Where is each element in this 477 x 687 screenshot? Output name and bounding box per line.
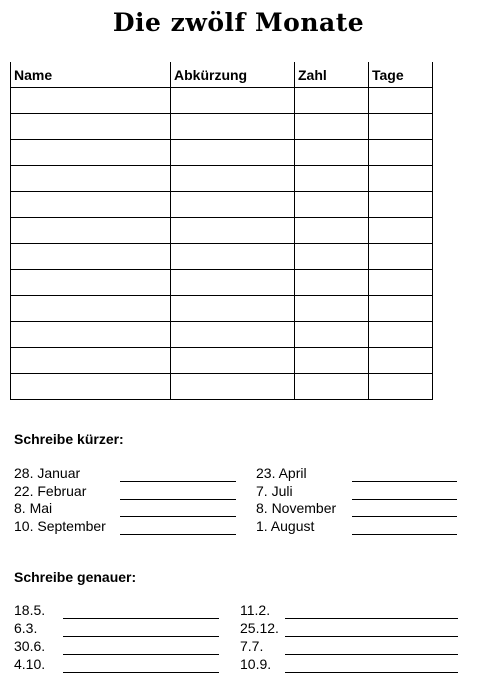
- table-cell[interactable]: [171, 348, 295, 374]
- exercise-prompt: 28. Januar: [14, 465, 81, 481]
- exercise-prompt: 6.3.: [14, 620, 38, 636]
- exercise-prompt: 30.6.: [14, 638, 46, 654]
- table-cell[interactable]: [369, 140, 433, 166]
- table-cell[interactable]: [369, 114, 433, 140]
- table-row: [11, 140, 433, 166]
- exercise-prompt: 8. November: [256, 500, 337, 516]
- answer-line[interactable]: [285, 654, 458, 655]
- exercise-prompt: 8. Mai: [14, 500, 53, 516]
- worksheet-title: Die zwölf Monate: [112, 8, 365, 37]
- table-cell[interactable]: [295, 218, 369, 244]
- table-row: [11, 374, 433, 400]
- table-cell[interactable]: [11, 322, 171, 348]
- table-cell[interactable]: [369, 322, 433, 348]
- table-cell[interactable]: [295, 114, 369, 140]
- exercise-prompt: 10.9.: [240, 656, 272, 672]
- table-cell[interactable]: [11, 192, 171, 218]
- table-cell[interactable]: [295, 88, 369, 114]
- table-cell[interactable]: [295, 374, 369, 400]
- table-cell[interactable]: [369, 348, 433, 374]
- table-row: [11, 322, 433, 348]
- table-cell[interactable]: [171, 296, 295, 322]
- table-cell[interactable]: [11, 244, 171, 270]
- table-cell[interactable]: [369, 192, 433, 218]
- table-cell[interactable]: [11, 270, 171, 296]
- exercise-prompt: 25.12.: [240, 620, 279, 636]
- table-body: [11, 88, 433, 400]
- table-cell[interactable]: [171, 322, 295, 348]
- table-row: [11, 244, 433, 270]
- table-cell[interactable]: [171, 270, 295, 296]
- table-cell[interactable]: [11, 114, 171, 140]
- answer-line[interactable]: [63, 654, 219, 655]
- answer-line[interactable]: [120, 481, 236, 482]
- column-header-name: Name: [11, 62, 171, 88]
- exercise-prompt: 18.5.: [14, 602, 46, 618]
- table-row: [11, 114, 433, 140]
- table-row: [11, 270, 433, 296]
- table-cell[interactable]: [11, 348, 171, 374]
- exercise-prompt: 11.2.: [240, 602, 271, 618]
- table-cell[interactable]: [171, 114, 295, 140]
- table-row: [11, 218, 433, 244]
- table-header-row: [11, 62, 433, 88]
- exercise-prompt: 4.10.: [14, 656, 46, 672]
- table-cell[interactable]: [369, 270, 433, 296]
- months-table: [10, 62, 433, 400]
- table-cell[interactable]: [369, 218, 433, 244]
- table-cell[interactable]: [171, 88, 295, 114]
- table-cell[interactable]: [369, 244, 433, 270]
- table-cell[interactable]: [369, 296, 433, 322]
- table-cell[interactable]: [369, 374, 433, 400]
- exercise-prompt: 7. Juli: [256, 482, 293, 499]
- table-cell[interactable]: [171, 218, 295, 244]
- answer-line[interactable]: [352, 481, 457, 482]
- exercise-prompt: 1. August: [256, 517, 315, 534]
- answer-line[interactable]: [352, 516, 457, 517]
- table-cell[interactable]: [11, 166, 171, 192]
- table-cell[interactable]: [171, 166, 295, 192]
- answer-line[interactable]: [285, 672, 458, 673]
- table-cell[interactable]: [11, 296, 171, 322]
- table-row: [11, 296, 433, 322]
- section-heading-kuerzer: Schreibe kürzer:: [14, 431, 124, 447]
- table-cell[interactable]: [295, 140, 369, 166]
- column-header-zahl: Zahl: [295, 62, 369, 88]
- answer-line[interactable]: [352, 499, 457, 500]
- table-row: [11, 88, 433, 114]
- table-cell[interactable]: [295, 192, 369, 218]
- exercise-prompt: 23. April: [256, 465, 307, 481]
- answer-line[interactable]: [285, 618, 458, 619]
- table-cell[interactable]: [171, 244, 295, 270]
- table-cell[interactable]: [295, 270, 369, 296]
- table-cell[interactable]: [295, 348, 369, 374]
- exercise-prompt: 10. September: [14, 517, 106, 534]
- exercise-prompt: 22. Februar: [14, 482, 87, 499]
- table-cell[interactable]: [295, 166, 369, 192]
- table-cell[interactable]: [171, 374, 295, 400]
- answer-line[interactable]: [285, 636, 458, 637]
- column-header-tage: Tage: [369, 62, 433, 88]
- answer-line[interactable]: [63, 636, 219, 637]
- answer-line[interactable]: [120, 534, 236, 535]
- table-cell[interactable]: [369, 88, 433, 114]
- exercise-prompt: 7.7.: [240, 638, 264, 654]
- answer-line[interactable]: [63, 618, 219, 619]
- table-cell[interactable]: [295, 322, 369, 348]
- answer-line[interactable]: [120, 499, 236, 500]
- answer-line[interactable]: [120, 516, 236, 517]
- answer-line[interactable]: [63, 672, 219, 673]
- column-header-abkuerzung: Abkürzung: [171, 62, 295, 88]
- table-cell[interactable]: [11, 374, 171, 400]
- answer-line[interactable]: [352, 534, 457, 535]
- table-cell[interactable]: [295, 296, 369, 322]
- section-heading-genauer: Schreibe genauer:: [14, 569, 137, 585]
- table-cell[interactable]: [369, 166, 433, 192]
- table-cell[interactable]: [295, 244, 369, 270]
- table-cell[interactable]: [11, 88, 171, 114]
- table-row: [11, 166, 433, 192]
- table-row: [11, 192, 433, 218]
- table-cell[interactable]: [11, 140, 171, 166]
- table-cell[interactable]: [171, 192, 295, 218]
- table-cell[interactable]: [11, 218, 171, 244]
- table-row: [11, 348, 433, 374]
- table-cell[interactable]: [171, 140, 295, 166]
